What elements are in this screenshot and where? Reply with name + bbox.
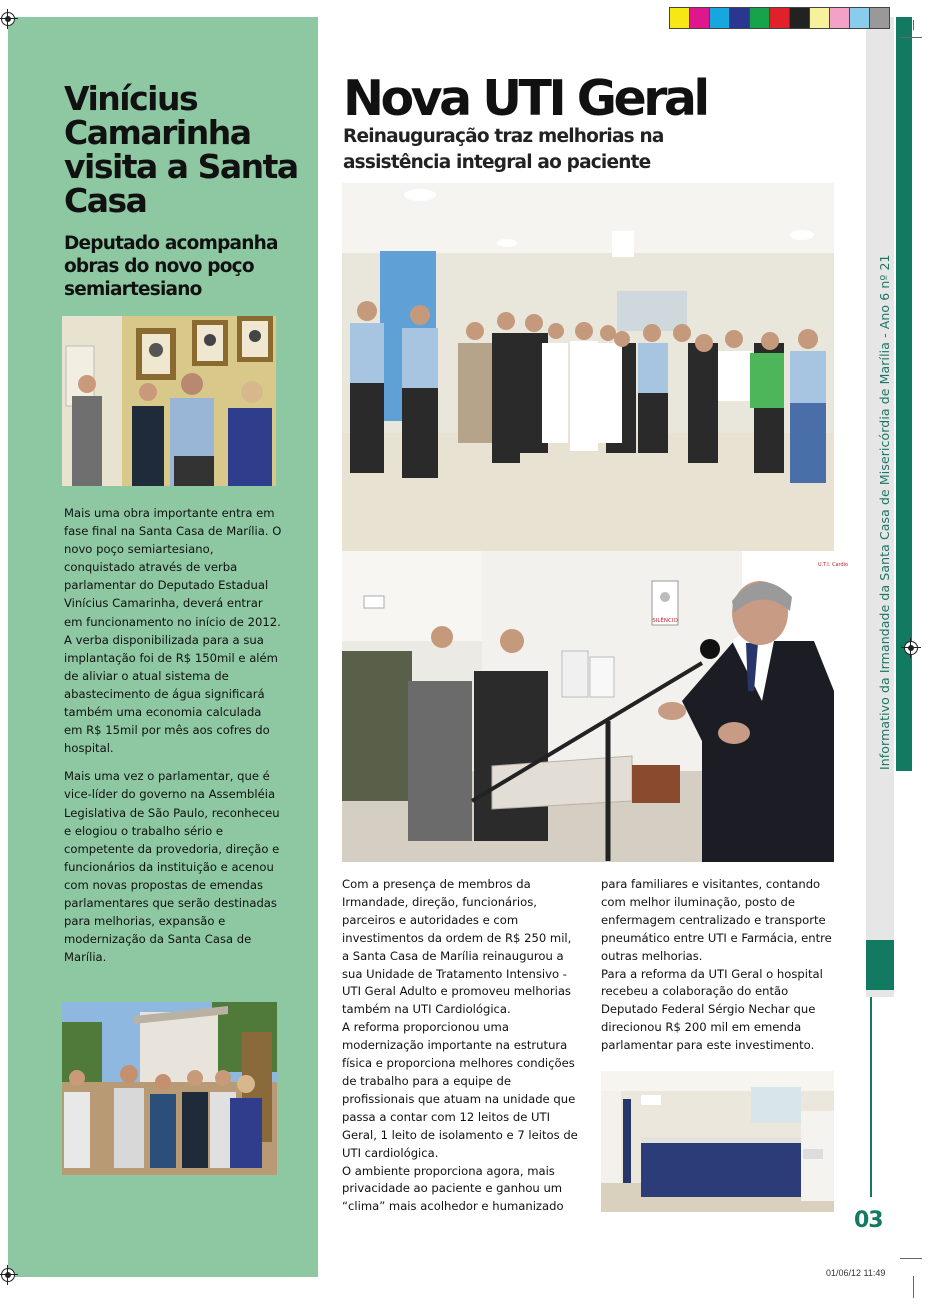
color-swatch xyxy=(810,8,830,28)
right-thin-line xyxy=(870,997,872,1197)
right-edge-bar-accent xyxy=(866,940,894,990)
color-swatch xyxy=(830,8,850,28)
door-label-text: U.T.I. Cardio xyxy=(818,562,849,568)
color-swatch xyxy=(850,8,870,28)
photo-well-site xyxy=(62,1002,277,1175)
color-swatch xyxy=(770,8,790,28)
color-swatch xyxy=(790,8,810,28)
page-number: 03 xyxy=(854,1208,883,1233)
article-column-2 xyxy=(601,876,833,1055)
registration-mark-icon xyxy=(1,12,15,26)
crop-mark xyxy=(900,37,922,38)
color-swatch xyxy=(670,8,690,28)
sidebar-body xyxy=(64,504,282,976)
article-headline: Nova UTI Geral xyxy=(343,70,707,127)
silence-sign-text: SILÊNCIO xyxy=(652,618,678,624)
sidebar-paragraph: Mais uma obra importante entra em fase final na Santa Casa de Marília. O novo poço semiartesiano, conquistado através de verba parlamentar do Deputado Estadual Vinícius Camarinha, deverá entrar em funcionamento no início de 2012. A verba disponibilizada para a sua implantação foi de R$ 150mil e além de aliviar o atual sistema de abastecimento de água significará também uma economia calculada em R$ 15mil por mês aos cofres do hospital. xyxy=(64,506,282,756)
registration-mark-icon xyxy=(1,1268,15,1282)
sidebar-headline: Vinícius Camarinha visita a Santa Casa xyxy=(64,79,298,220)
vertical-publication-label: Informativo da Irmandade da Santa Casa de Misericórdia de Marília - Ano 6 nº 21 xyxy=(877,254,892,770)
photo-speaker xyxy=(342,551,849,862)
crop-mark xyxy=(900,1258,922,1259)
article-paragraph: Para a reforma da UTI Geral o hospital recebeu a colaboração do então Deputado Federal Sérgio Nechar que direcionou R$ 200 mil em emenda parlamentar para este investimento. xyxy=(601,966,823,1053)
article-column-1 xyxy=(342,876,582,1216)
color-swatch xyxy=(710,8,730,28)
registration-mark-icon xyxy=(904,641,918,655)
article-subheadline: Reinauguração traz melhorias na assistência integral ao paciente xyxy=(343,126,664,173)
crop-mark xyxy=(913,1276,914,1298)
photo-nursing-station xyxy=(601,1071,834,1212)
color-swatch xyxy=(730,8,750,28)
sidebar-subheadline: Deputado acompanha obras do novo poço semiartesiano xyxy=(64,233,278,300)
color-swatch xyxy=(870,8,889,28)
print-timestamp: 01/06/12 11:49 xyxy=(826,1268,886,1278)
article-paragraph: O ambiente proporciona agora, mais privacidade ao paciente e ganhou um “clima” mais acolhedor e humanizado xyxy=(342,1163,564,1214)
article-paragraph: para familiares e visitantes, contando com melhor iluminação, posto de enfermagem centralizado e transporte pneumático entre UTI e Farmácia, entre outras melhorias. xyxy=(601,877,832,963)
color-swatch xyxy=(690,8,710,28)
article-paragraph: Com a presença de membros da Irmandade, direção, funcionários, parceiros e autoridades e com investimentos da ordem de R$ 250 mil, a Santa Casa de Marília reinaugurou a sua Unidade de Tratamento Intensivo - UTI Geral Adulto e promoveu melhorias também na UTI Cardiológica. xyxy=(342,877,572,1017)
photo-group-uti xyxy=(342,183,834,551)
crop-mark xyxy=(913,20,914,30)
photo-deputy-visit xyxy=(62,316,276,486)
color-swatch xyxy=(750,8,770,28)
sidebar-paragraph: Mais uma vez o parlamentar, que é vice-líder do governo na Assembléia Legislativa de São Paulo, reconheceu e elogiou o trabalho sério e competente da provedoria, direção e funcionários da instituição e acenou com novas propostas de emendas parlamentares que serão destinadas para melhorias, expansão e modernização da Santa Casa de Marília. xyxy=(64,769,280,965)
article-paragraph: A reforma proporcionou uma modernização importante na estrutura física e proporciona melhores condições de trabalho para a equipe de profissionais que atuam na unidade que passa a contar com 12 leitos de UTI Geral, 1 leito de isolamento e 7 leitos de UTI cardiológica. xyxy=(342,1020,578,1160)
printer-color-bar xyxy=(669,7,890,29)
